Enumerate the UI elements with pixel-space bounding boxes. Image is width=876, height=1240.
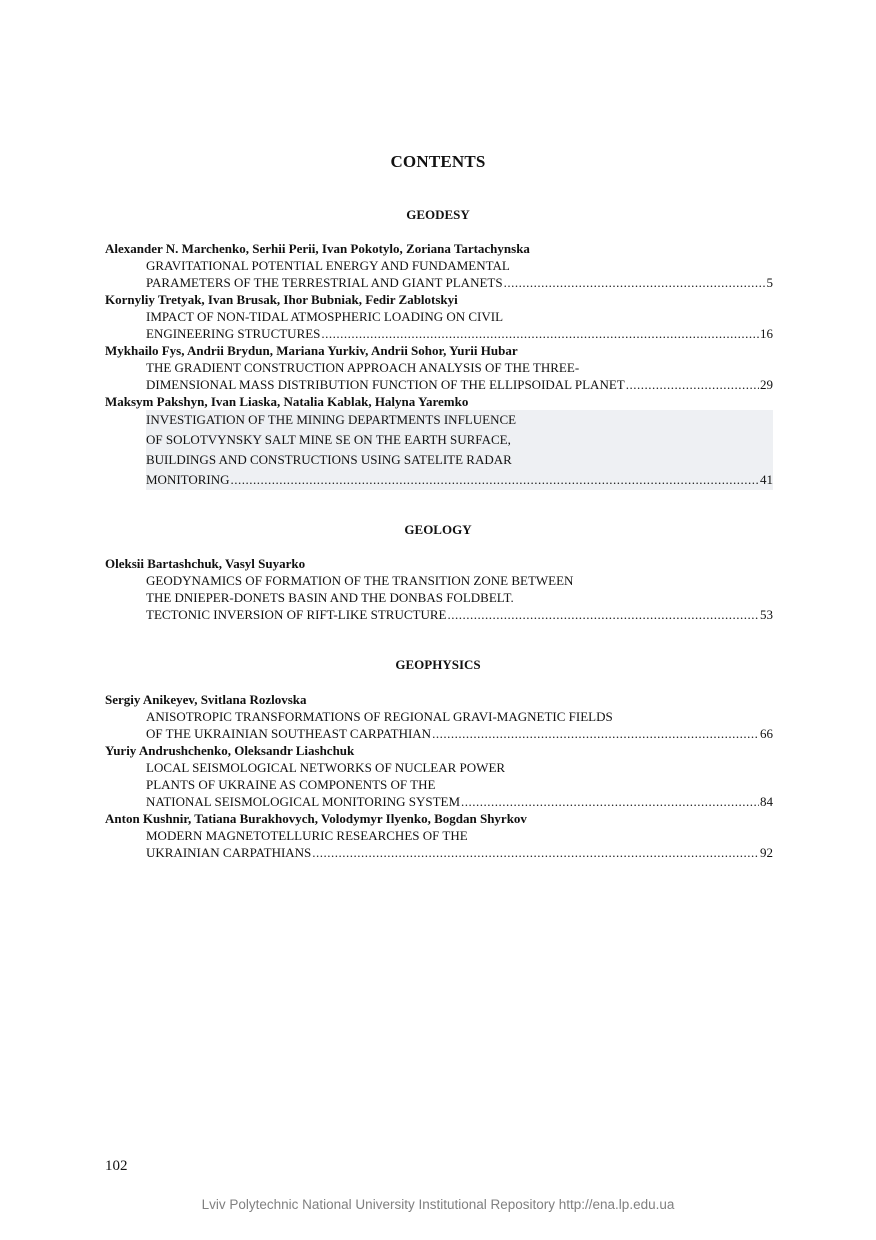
entry-title-text: NATIONAL SEISMOLOGICAL MONITORING SYSTEM (146, 794, 461, 809)
entry-authors: Sergiy Anikeyev, Svitlana Rozlovska (105, 692, 307, 707)
entry-title-text: PARAMETERS OF THE TERRESTRIAL AND GIANT PLANETS (146, 275, 503, 290)
entry-authors: Yuriy Andrushchenko, Oleksandr Liashchuk (105, 743, 355, 758)
dot-leader (312, 844, 759, 861)
section-heading-geophysics: GEOPHYSICS (395, 657, 481, 672)
entry-title-line: GEODYNAMICS OF FORMATION OF THE TRANSITION ZONE BETWEEN (146, 573, 574, 588)
entry-title-text: UKRAINIAN CARPATHIANS (146, 845, 312, 860)
entry-title-text: MONITORING (146, 472, 230, 487)
entry-title-line: PLANTS OF UKRAINE AS COMPONENTS OF THE (146, 777, 436, 792)
entry-page-number: 92 (760, 845, 773, 860)
entry-title-last-line[interactable] (105, 793, 773, 810)
entry-title-line: THE GRADIENT CONSTRUCTION APPROACH ANALYSIS OF THE THREE- (146, 360, 580, 375)
highlighted-entry-title (146, 410, 773, 490)
toc-entry (105, 555, 773, 623)
dot-leader (461, 793, 759, 810)
toc-entry (105, 240, 773, 291)
dot-leader (231, 470, 759, 490)
dot-leader (321, 325, 759, 342)
entry-title-line: LOCAL SEISMOLOGICAL NETWORKS OF NUCLEAR POWER (146, 760, 506, 775)
toc-block-geodesy (105, 240, 773, 490)
section-heading-geodesy: GEODESY (406, 207, 470, 222)
entry-page-number: 53 (760, 607, 773, 622)
toc-block-geology (105, 555, 773, 623)
entry-authors: Oleksii Bartashchuk, Vasyl Suyarko (105, 556, 306, 571)
dot-leader (504, 274, 766, 291)
entry-title-last-line[interactable] (105, 844, 773, 861)
toc-entry (105, 810, 773, 861)
entry-page-number: 5 (766, 275, 773, 290)
entry-page-number: 41 (760, 472, 773, 487)
entry-page-number: 16 (760, 326, 773, 341)
page-number: 102 (105, 1158, 128, 1174)
entry-page-number: 66 (760, 726, 773, 741)
toc-entry (105, 691, 773, 742)
entry-title-text: OF THE UKRAINIAN SOUTHEAST CARPATHIAN (146, 726, 432, 741)
entry-title-text: DIMENSIONAL MASS DISTRIBUTION FUNCTION OF THE ELLIPSOIDAL PLANET (146, 377, 625, 392)
toc-entry (105, 342, 773, 393)
entry-page-number: 84 (760, 794, 773, 809)
entry-title-last-line[interactable] (105, 376, 773, 393)
entry-authors: Anton Kushnir, Tatiana Burakhovych, Volodymyr Ilyenko, Bogdan Shyrkov (105, 811, 527, 826)
toc-entry (105, 291, 773, 342)
dot-leader (626, 376, 759, 393)
page-title: CONTENTS (390, 152, 486, 171)
entry-title-last-line[interactable] (105, 606, 773, 623)
entry-title-line: GRAVITATIONAL POTENTIAL ENERGY AND FUNDAMENTAL (146, 258, 510, 273)
entry-title-line: THE DNIEPER-DONETS BASIN AND THE DONBAS FOLDBELT. (146, 590, 514, 605)
entry-title-last-line[interactable] (105, 325, 773, 342)
entry-title-text: ENGINEERING STRUCTURES (146, 326, 321, 341)
entry-title-last-line[interactable] (105, 274, 773, 291)
toc-entry (105, 393, 773, 490)
entry-title-line: ANISOTROPIC TRANSFORMATIONS OF REGIONAL GRAVI-MAGNETIC FIELDS (146, 709, 613, 724)
dot-leader (432, 725, 759, 742)
entry-page-number: 29 (760, 377, 773, 392)
entry-title-line: IMPACT OF NON-TIDAL ATMOSPHERIC LOADING ON CIVIL (146, 309, 504, 324)
entry-title-text: TECTONIC INVERSION OF RIFT-LIKE STRUCTURE (146, 607, 447, 622)
entry-title-last-line[interactable] (105, 725, 773, 742)
entry-authors: Alexander N. Marchenko, Serhii Perii, Ivan Pokotylo, Zoriana Tartachynska (105, 241, 530, 256)
entry-title-line: INVESTIGATION OF THE MINING DEPARTMENTS INFLUENCE (146, 412, 517, 427)
repository-footer-note: Lviv Polytechnic National University Institutional Repository http://ena.lp.edu.ua (201, 1197, 675, 1212)
entry-title-last-line[interactable] (146, 470, 773, 490)
entry-authors: Kornyliy Tretyak, Ivan Brusak, Ihor Bubniak, Fedir Zablotskyi (105, 292, 458, 307)
entry-authors: Maksym Pakshyn, Ivan Liaska, Natalia Kablak, Halyna Yaremko (105, 394, 469, 409)
entry-title-line: BUILDINGS AND CONSTRUCTIONS USING SATELITE RADAR (146, 452, 512, 467)
toc-block-geophysics (105, 691, 773, 861)
entry-title-line: MODERN MAGNETOTELLURIC RESEARCHES OF THE (146, 828, 468, 843)
entry-authors: Mykhailo Fys, Andrii Brydun, Mariana Yurkiv, Andrii Sohor, Yurii Hubar (105, 343, 518, 358)
entry-title-line: OF SOLOTVYNSKY SALT MINE SE ON THE EARTH SURFACE, (146, 432, 511, 447)
section-heading-geology: GEOLOGY (404, 522, 472, 537)
dot-leader (447, 606, 759, 623)
toc-entry (105, 742, 773, 810)
